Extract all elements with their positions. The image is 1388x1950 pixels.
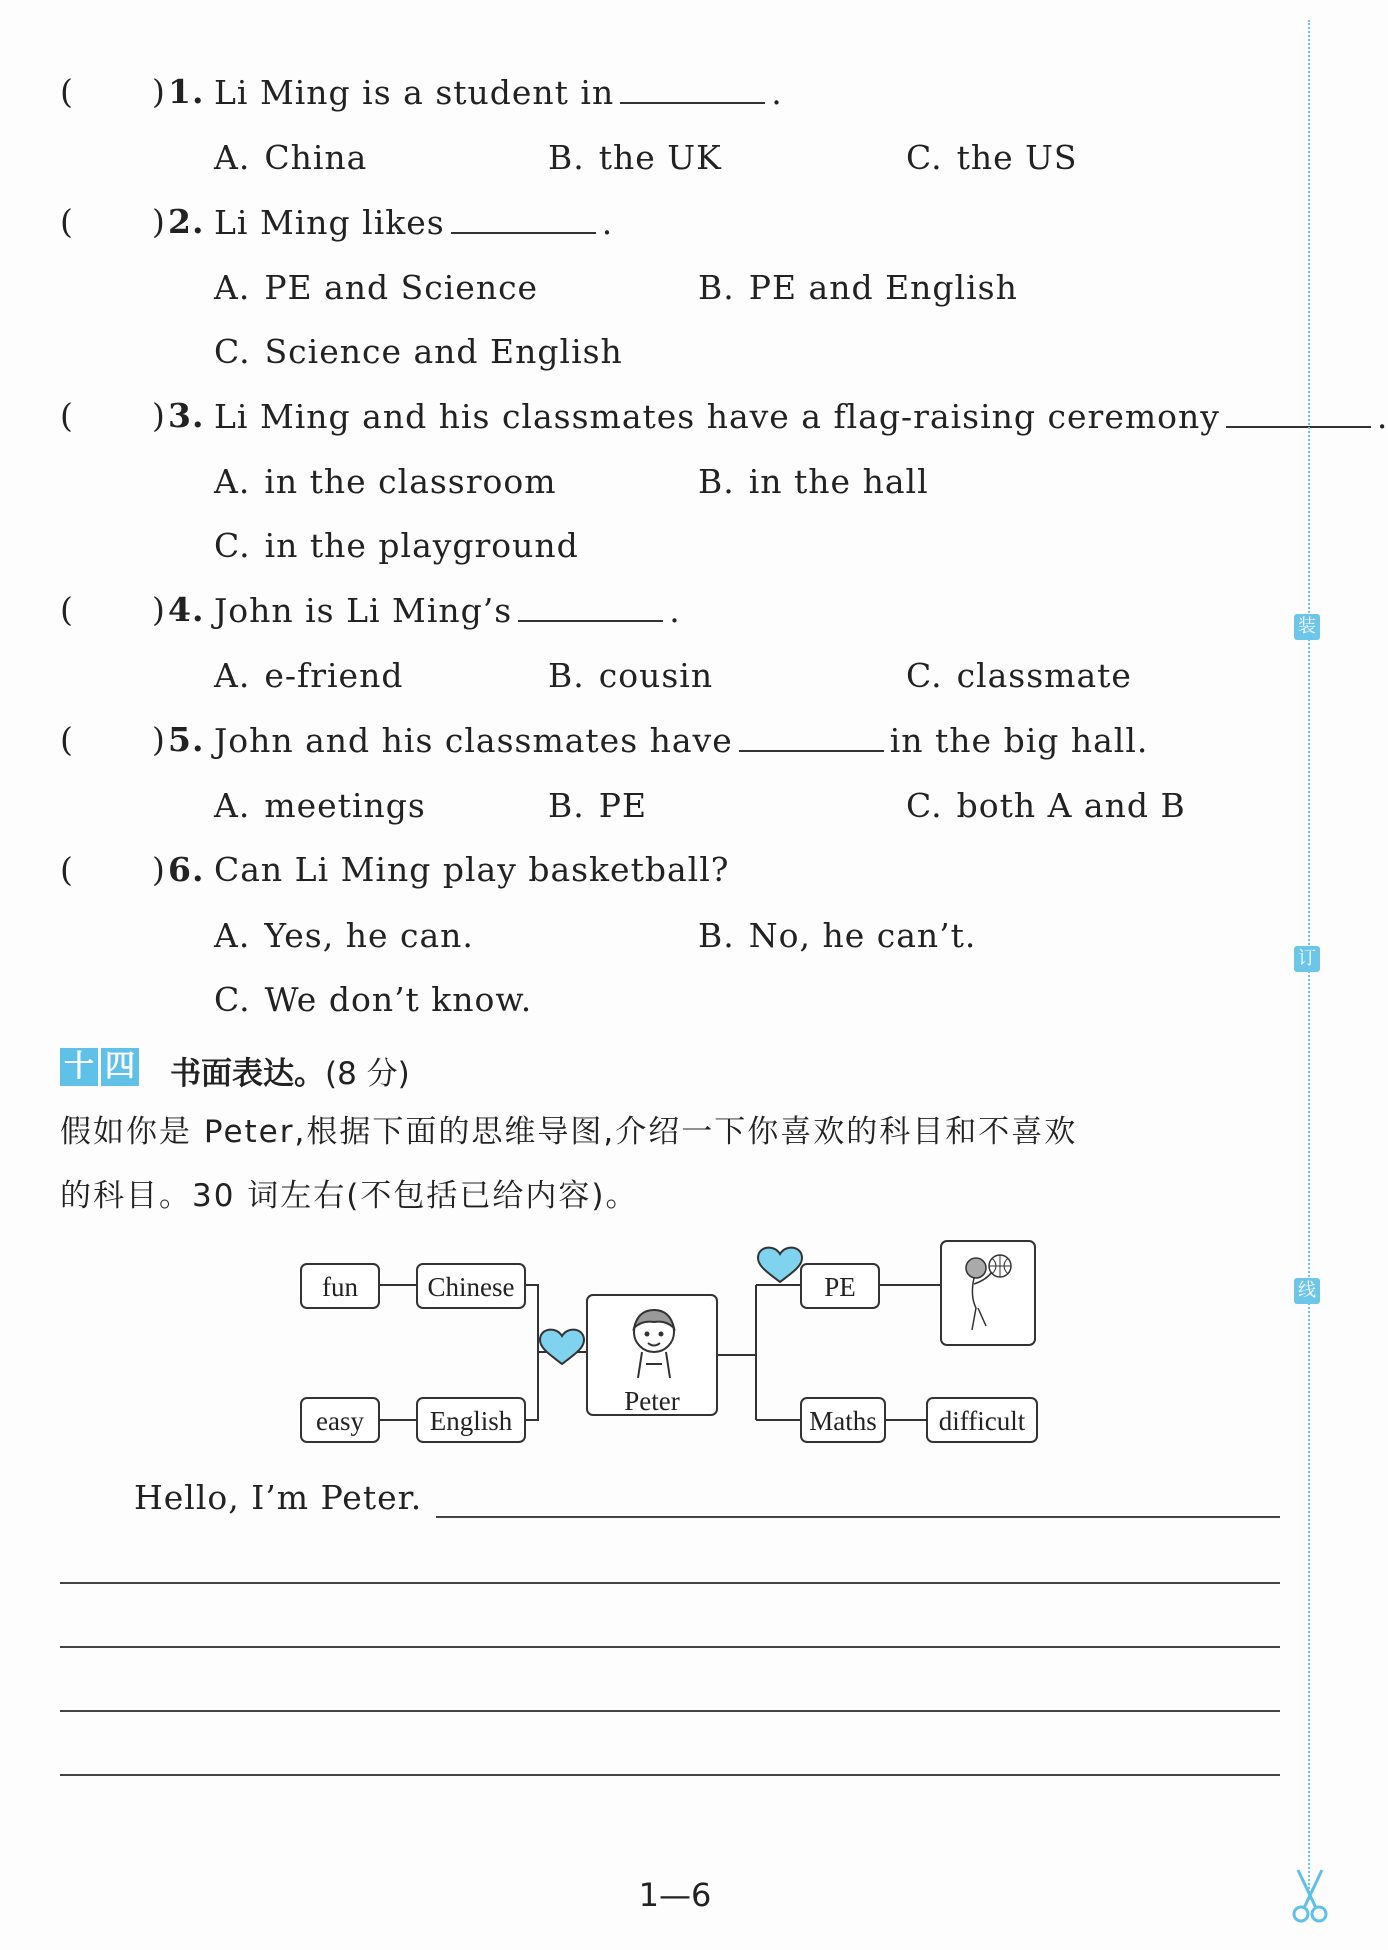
basketball-picture [940, 1240, 1036, 1346]
option-b: B. in the hall [698, 462, 929, 501]
answer-blank[interactable] [451, 202, 596, 234]
writing-line[interactable] [436, 1516, 1280, 1518]
option-c: C. classmate [906, 656, 1132, 695]
section-score: (8 分) [325, 1056, 410, 1092]
option-b: B. PE and English [698, 268, 1018, 307]
writing-line[interactable] [60, 1710, 1280, 1712]
subject-chinese: Chinese [416, 1263, 526, 1309]
center-node-peter [586, 1294, 718, 1416]
option-b: B. No, he can’t. [698, 916, 977, 955]
question-stem: John and his classmates have in the big hall. [214, 721, 1149, 760]
cut-mark-xian: 线 [1294, 1278, 1320, 1304]
section-number-badge: 十 四 [60, 1048, 139, 1086]
writing-starter: Hello, I’m Peter. [134, 1478, 423, 1517]
writing-line[interactable] [60, 1582, 1280, 1584]
question-stem: Li Ming is a student in . [214, 73, 783, 112]
question-stem: Li Ming and his classmates have a flag-raising ceremony . [214, 397, 1388, 436]
mind-map [290, 1240, 1070, 1460]
option-c: C. Science and English [214, 332, 623, 371]
option-a: A. meetings [214, 786, 426, 825]
center-node-label: Peter [624, 1386, 680, 1416]
heart-icon [758, 1248, 802, 1282]
answer-blank[interactable] [620, 72, 765, 104]
option-b: B. the UK [548, 138, 722, 177]
basketball-player-icon [944, 1244, 1034, 1344]
page-number: 1—6 [638, 1876, 712, 1914]
answer-blank[interactable] [518, 590, 663, 622]
subject-maths: Maths [800, 1397, 886, 1443]
writing-line[interactable] [60, 1646, 1280, 1648]
option-c: C. We don’t know. [214, 980, 533, 1019]
option-a: A. China [214, 138, 368, 177]
question-stem: Can Li Ming play basketball? [214, 850, 730, 889]
option-c: C. the US [906, 138, 1078, 177]
option-b: B. cousin [548, 656, 714, 695]
worksheet-page: ( ) 1. Li Ming is a student in . A. China B. the UK C. the US ( ) 2. Li Ming likes . A. PE and Science B. PE and English C. Science and English ( ) 3. Li Ming and his classmates have a flag-raising ceremony . A. in the classroom B. in the hall C. in the playground ( ) 4. John is Li Ming’s . A. e-friend B. cousin C. classmate ( ) 5. John and his classmates have in the big hall. A. meetings B. PE C. both A and B ( ) 6. Can Li Ming play basketball? A. Yes, he can. B. No, he can’t. C. We don’t know. 十 四 书面表达。(8 分) 假如你是 Peter,根据下面的思维导图,介绍一下你喜欢的科目和不喜欢 的科目。30 词左右(不包括已给内容)。 fun Chinese easy English Peter PE Maths difficult Hello, I’m Peter. 1—6 装 订 线 [0, 0, 1350, 1950]
option-a: A. PE and Science [214, 268, 539, 307]
cut-mark-zhuang: 装 [1294, 614, 1320, 640]
option-a: A. Yes, he can. [214, 916, 474, 955]
instruction-line-2: 的科目。30 词左右(不包括已给内容)。 [60, 1178, 639, 1214]
adjective-difficult: difficult [926, 1397, 1038, 1443]
cut-mark-ding: 订 [1294, 946, 1320, 972]
option-a: A. e-friend [214, 656, 404, 695]
question-stem: Li Ming likes . [214, 203, 614, 242]
instruction-line-1: 假如你是 Peter,根据下面的思维导图,介绍一下你喜欢的科目和不喜欢 [60, 1114, 1078, 1150]
answer-blank[interactable] [1226, 396, 1371, 428]
answer-blank[interactable] [739, 720, 884, 752]
writing-line[interactable] [60, 1774, 1280, 1776]
boy-avatar-icon [624, 1304, 684, 1384]
section-title: 书面表达。(8 分) [170, 1056, 410, 1092]
scissors-icon [1290, 1868, 1330, 1924]
option-a: A. in the classroom [214, 462, 557, 501]
option-c: C. in the playground [214, 526, 579, 565]
subject-pe: PE [800, 1263, 880, 1309]
adjective-easy: easy [300, 1397, 380, 1443]
option-b: B. PE [548, 786, 648, 825]
question-stem: John is Li Ming’s . [214, 591, 681, 630]
option-c: C. both A and B [906, 786, 1186, 825]
adjective-fun: fun [300, 1263, 380, 1309]
subject-english: English [416, 1397, 526, 1443]
heart-icon [540, 1330, 584, 1364]
